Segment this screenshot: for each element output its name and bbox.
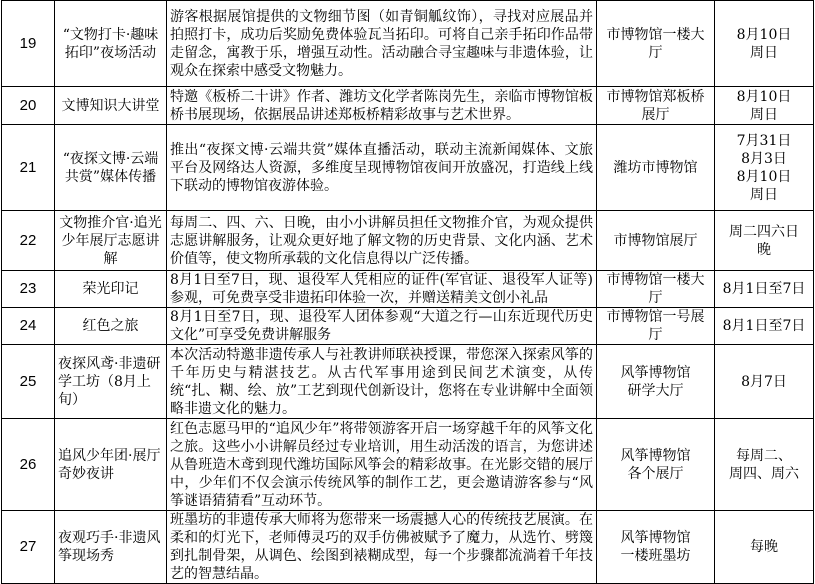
event-name: 红色之旅 — [55, 308, 167, 345]
event-date — [715, 511, 814, 584]
table-row — [2, 419, 814, 511]
event-name: 文物推介官·追光少年展厅志愿讲解 — [55, 211, 167, 271]
date-text: 7月31日 8月3日 8月10日 周日 — [736, 132, 792, 203]
date-text: 8月10日 周日 — [736, 88, 792, 123]
event-description: 班墨坊的非遗传承大师将为您带来一场震撼人心的传统技艺展演。在柔和的灯光下，老师傅灵巧的双手仿佛被赋予了魔力，从选竹、劈篾到扎制骨架，从调色、绘图到裱糊成型，每一个步骤都流淌着千年技艺的智慧结晶。 — [167, 511, 597, 584]
table-row — [2, 125, 814, 211]
date-text: 8月1日至7日 — [722, 318, 806, 334]
row-number: 23 — [2, 271, 55, 308]
event-date — [715, 87, 814, 125]
event-name: 追风少年团·展厅奇妙夜讲 — [55, 419, 167, 511]
event-description: 本次活动特邀非遗传承人与社教讲师联袂授课，带您深入探索风筝的千年历史与精湛技艺。从古代军事用途到民间艺术演变，从传统“扎、糊、绘、放”工艺到现代创新设计，您将在专业讲解中全面领略非遗文化的魅力。 — [167, 345, 597, 419]
event-date — [715, 125, 814, 211]
date-text: 周二四六日 晚 — [729, 223, 799, 258]
row-number: 19 — [2, 1, 55, 87]
event-description: 8月1日至7日，现、退役军人团体参观“大道之行—山东近现代历史文化”可享受免费讲解服务 — [167, 308, 597, 345]
event-name: “夜探文博·云端共赏”媒体传播 — [55, 125, 167, 211]
event-name: 夜观巧手·非遗风筝现场秀 — [55, 511, 167, 584]
event-name: “文物打卡·趣味拓印”夜场活动 — [55, 1, 167, 87]
event-venue: 市博物馆一楼大厅 — [597, 1, 715, 87]
event-name: 夜探风鸢·非遗研学工坊（8月上旬） — [55, 345, 167, 419]
event-date — [715, 345, 814, 419]
event-venue: 市博物馆一楼大厅 — [597, 271, 715, 308]
venue-text: 风筝博物馆 各个展厅 — [620, 447, 691, 482]
event-date — [715, 1, 814, 87]
event-date — [715, 211, 814, 271]
event-date — [715, 308, 814, 345]
row-number: 26 — [2, 419, 55, 511]
event-description: 推出“夜探文博·云端共赏”媒体直播活动，联动主流新闻媒体、文旅平台及网络达人资源，多维度呈现博物馆夜间开放盛况，打造线上线下联动的博物馆夜游体验。 — [167, 125, 597, 211]
date-text: 8月7日 — [741, 373, 787, 390]
date-text: 每周二、 周四、周六 — [729, 447, 799, 482]
event-description: 红色志愿马甲的“追风少年”将带领游客开启一场穿越千年的风筝文化之旅。这些小小讲解员经过专业培训，用生动活泼的语言，为您讲述从鲁班造木鸢到现代潍坊国际风筝会的精彩故事。在光影交错的展厅中，少年们不仅会演示传统风筝的制作工艺，更会邀请游客参与“风筝谜语猜猜看”互动环节。 — [167, 419, 597, 511]
table-row — [2, 345, 814, 419]
row-number: 24 — [2, 308, 55, 345]
event-description: 游客根据展馆提供的文物细节图（如青铜觚纹饰），寻找对应展品并拍照打卡，成功后奖励免费体验瓦当拓印。可将自己亲手拓印作品带走留念，寓教于乐，增强互动性。活动融合寻宝趣味与非遗体验，让观众在探索中感受文物魅力。 — [167, 1, 597, 87]
event-date — [715, 419, 814, 511]
event-venue — [597, 345, 715, 419]
table-row — [2, 308, 814, 345]
table-row — [2, 511, 814, 584]
event-name: 荣光印记 — [55, 271, 167, 308]
date-text: 8月10日 周日 — [736, 26, 792, 61]
row-number: 22 — [2, 211, 55, 271]
event-name: 文博知识大讲堂 — [55, 87, 167, 125]
table-row — [2, 1, 814, 87]
events-table — [1, 0, 814, 584]
event-venue: 市博物馆一号展厅 — [597, 308, 715, 345]
event-venue: 市博物馆郑板桥展厅 — [597, 87, 715, 125]
row-number: 20 — [2, 87, 55, 125]
table-row — [2, 211, 814, 271]
row-number: 27 — [2, 511, 55, 584]
row-number: 25 — [2, 345, 55, 419]
venue-text: 风筝博物馆 一楼班墨坊 — [620, 530, 691, 564]
event-description: 8月1日至7日，现、退役军人凭相应的证件(军官证、退役军人证等)参观，可免费享受非遗拓印体验一次，并赠送精美文创小礼品 — [167, 271, 597, 308]
event-description: 每周二、四、六、日晚，由小小讲解员担任文物推介官，为观众提供志愿讲解服务，让观众更好地了解文物的历史背景、文化内涵、艺术价值等，使文物所承载的文化信息得以广泛传播。 — [167, 211, 597, 271]
table-row — [2, 271, 814, 308]
event-description: 特邀《板桥二十讲》作者、潍坊文化学者陈岗先生，亲临市博物馆板桥书展现场，依据展品讲述郑板桥精彩故事与艺术世界。 — [167, 87, 597, 125]
date-text: 每晚 — [750, 539, 778, 555]
event-venue — [597, 511, 715, 584]
table-row — [2, 87, 814, 125]
event-venue: 潍坊市博物馆 — [597, 125, 715, 211]
event-date — [715, 271, 814, 308]
venue-text: 风筝博物馆 研学大厅 — [620, 364, 691, 399]
date-text: 8月1日至7日 — [722, 281, 806, 297]
event-venue: 市博物馆展厅 — [597, 211, 715, 271]
row-number: 21 — [2, 125, 55, 211]
event-venue — [597, 419, 715, 511]
